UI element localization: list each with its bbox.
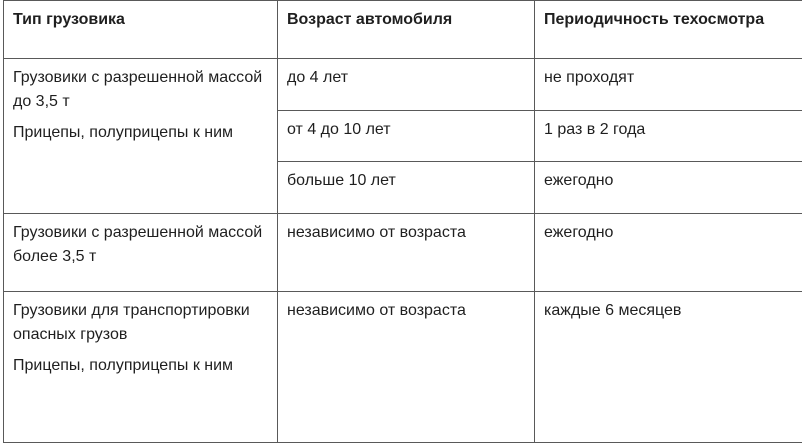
truck-type-cell xyxy=(4,214,278,292)
truck-type-cell xyxy=(4,59,278,214)
frequency-cell: не проходят xyxy=(535,59,802,111)
frequency-cell: ежегодно xyxy=(535,162,802,214)
header-truck-type: Тип грузовика xyxy=(4,1,278,59)
frequency-cell: каждые 6 месяцев xyxy=(535,292,802,443)
truck-type-line: Грузовики с разрешенной массой до 3,5 т xyxy=(13,66,267,114)
header-row xyxy=(4,1,802,59)
truck-type-line: Прицепы, полуприцепы к ним xyxy=(13,354,267,378)
table-row xyxy=(4,59,802,111)
truck-type-cell xyxy=(4,292,278,443)
truck-type-line: Грузовики для транспортировки опасных грузов xyxy=(13,299,267,347)
header-vehicle-age: Возраст автомобиля xyxy=(278,1,535,59)
age-cell: независимо от возраста xyxy=(278,214,535,292)
age-cell: до 4 лет xyxy=(278,59,535,111)
truck-type-line: Прицепы, полуприцепы к ним xyxy=(13,121,267,145)
table-row xyxy=(4,214,802,292)
truck-type-line: Грузовики с разрешенной массой более 3,5 т xyxy=(13,221,267,269)
inspection-table xyxy=(3,0,802,443)
frequency-cell: ежегодно xyxy=(535,214,802,292)
table-row xyxy=(4,292,802,443)
age-cell: независимо от возраста xyxy=(278,292,535,443)
age-cell: от 4 до 10 лет xyxy=(278,111,535,162)
header-inspection-frequency: Периодичность техосмотра xyxy=(535,1,802,59)
frequency-cell: 1 раз в 2 года xyxy=(535,111,802,162)
age-cell: больше 10 лет xyxy=(278,162,535,214)
